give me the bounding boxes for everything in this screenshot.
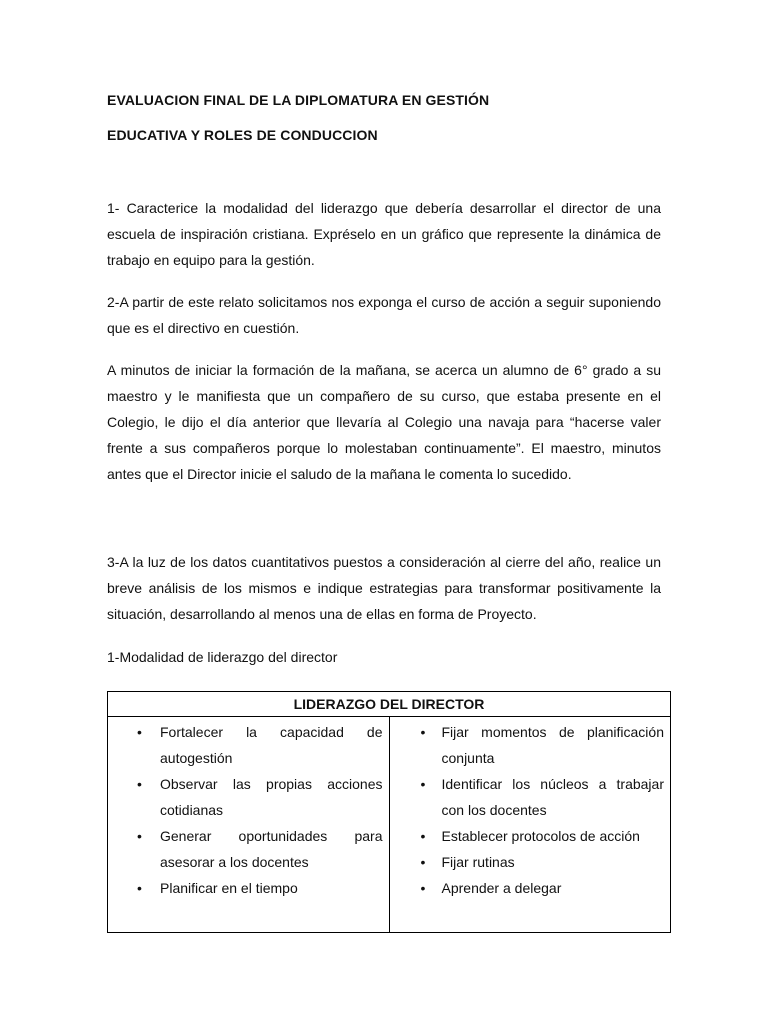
list-item bbox=[390, 719, 665, 771]
list-item-text: Fortalecer la capacidad de autogestión bbox=[160, 724, 383, 766]
leadership-right-column bbox=[389, 717, 671, 933]
bullet-icon: • bbox=[420, 776, 426, 792]
bullet-icon: • bbox=[137, 776, 142, 792]
list-item bbox=[108, 875, 383, 901]
case-story: A minutos de iniciar la formación de la mañana, se acerca un alumno de 6° grado a su maestro y le manifiesta que un compañero de su curso, que estaba presente en el Colegio, le dijo el día anterior que llevaría al Colegio una navaja para “hacerse valer frente a sus compañeros porque lo molestaban continuamente”. El maestro, minutos antes que el Director inicie el saludo de la mañana le comenta lo sucedido. bbox=[107, 362, 661, 482]
leadership-left-column bbox=[108, 717, 390, 933]
question-2: 2-A partir de este relato solicitamos nos exponga el curso de acción a seguir suponiendo que es el directivo en cuestión. bbox=[107, 294, 661, 336]
list-item-text: Observar las propias acciones cotidianas bbox=[160, 776, 383, 818]
bullet-icon: • bbox=[420, 880, 426, 896]
document-title-line-1: EVALUACION FINAL DE LA DIPLOMATURA EN GESTIÓN bbox=[107, 92, 490, 108]
list-item bbox=[108, 719, 383, 771]
answer-heading: 1-Modalidad de liderazgo del director bbox=[107, 649, 338, 665]
list-item bbox=[390, 771, 665, 823]
bullet-icon: • bbox=[137, 828, 142, 844]
list-item-text: Identificar los núcleos a trabajar con los docentes bbox=[441, 776, 664, 818]
list-item-text: Generar oportunidades para asesorar a los docentes bbox=[160, 828, 383, 870]
list-item bbox=[108, 771, 383, 823]
list-item bbox=[390, 875, 665, 901]
list-item-text: Aprender a delegar bbox=[441, 880, 562, 896]
list-item-text: Fijar rutinas bbox=[441, 854, 515, 870]
list-item bbox=[390, 849, 665, 875]
list-item-text: Planificar en el tiempo bbox=[160, 880, 298, 896]
leadership-table bbox=[107, 691, 671, 933]
list-item bbox=[108, 823, 383, 875]
question-1: 1- Caracterice la modalidad del liderazgo que debería desarrollar el director de una escuela de inspiración cristiana. Expréselo en un gráfico que represente la dinámica de trabajo en equipo para la gestión. bbox=[107, 200, 661, 268]
document-title-line-2: EDUCATIVA Y ROLES DE CONDUCCION bbox=[107, 127, 378, 143]
bullet-icon: • bbox=[420, 854, 426, 870]
list-item-text: Establecer protocolos de acción bbox=[441, 828, 640, 844]
list-item-text: Fijar momentos de planificación conjunta bbox=[441, 724, 664, 766]
bullet-icon: • bbox=[420, 724, 426, 740]
list-item bbox=[390, 823, 665, 849]
leadership-table-header: LIDERAZGO DEL DIRECTOR bbox=[108, 692, 671, 717]
bullet-icon: • bbox=[137, 880, 142, 896]
question-3: 3-A la luz de los datos cuantitativos puestos a consideración al cierre del año, realice un breve análisis de los mismos e indique estrategias para transformar positivamente la situación, desarrollando al menos una de ellas en forma de Proyecto. bbox=[107, 554, 661, 622]
bullet-icon: • bbox=[137, 724, 142, 740]
bullet-icon: • bbox=[420, 828, 426, 844]
